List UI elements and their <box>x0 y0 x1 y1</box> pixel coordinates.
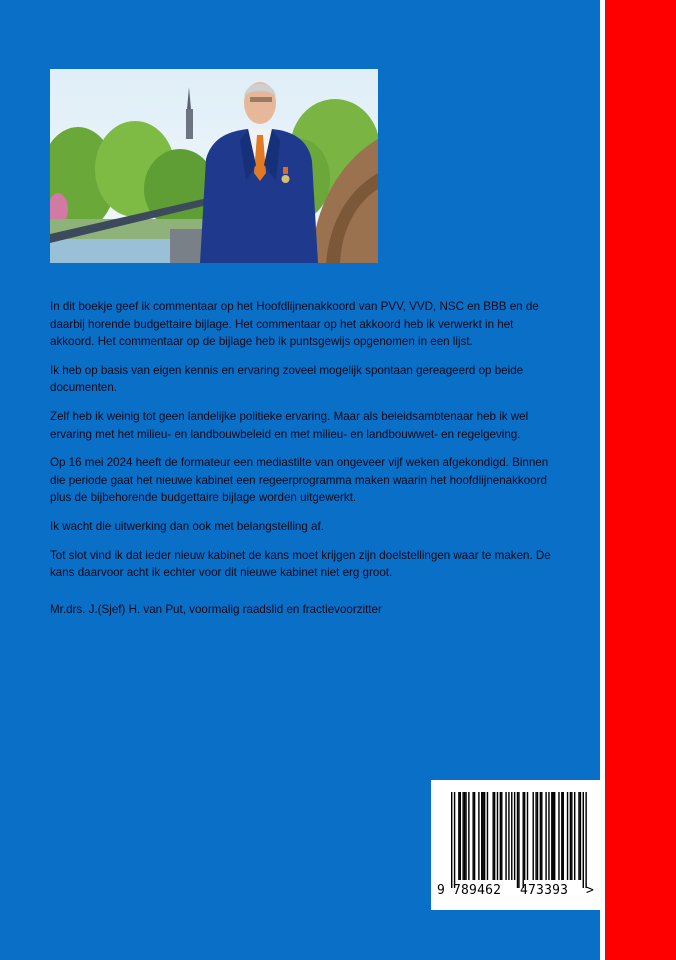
barcode-bar <box>571 792 572 880</box>
barcode-bar <box>523 792 524 888</box>
paragraph: Op 16 mei 2024 heeft de formateur een mediastilte van ongeveer vijf weken afgekondigd. Binnen die periode gaat het nieuwe kabinet een regeerprogramma maken waarin het hoofdlijnenakkoord plus de bijbehorende budgettaire bijlage worden uitgewerkt. <box>50 456 549 505</box>
barcode-bar <box>472 792 473 880</box>
barcode-bar <box>541 792 542 880</box>
barcode-bar <box>451 792 452 888</box>
paragraph: In dit boekje geef ik commentaar op het Hoofdlijnenakkoord van PVV, VVD, NSC en BBB en de daarbij horende budgettaire bijlage. Het commentaar op het akkoord heb ik verwerkt in het akkoord. Het commentaar op de bijlage heb ik puntsgewijs opgenomen in een lijst. <box>50 300 539 349</box>
barcode-bar <box>494 792 495 880</box>
red-side-band <box>605 0 676 960</box>
isbn-end-mark: > <box>586 883 595 898</box>
barcode-bar <box>454 792 455 888</box>
barcode-bar <box>482 792 483 880</box>
paragraph: Tot slot vind ik dat ieder nieuw kabinet de kans moet krijgen zijn doelstellingen waar te maken. De kans daarvoor acht ik echter voor dit nieuwe kabinet niet erg groot. <box>50 548 551 580</box>
blurb-text <box>50 298 560 593</box>
barcode-bar <box>548 792 549 880</box>
barcode-bar <box>518 792 519 888</box>
barcode-bar <box>580 792 581 880</box>
barcode-bar <box>464 792 465 880</box>
author-signature: Mr.drs. J.(Sjef) H. van Put, voormalig raadslid en fractievoorzitter <box>50 603 382 616</box>
barcode-bar <box>514 792 515 880</box>
barcode-bar <box>567 792 568 880</box>
barcode-bar <box>474 792 475 880</box>
barcode-bar <box>583 792 584 888</box>
barcode-bar <box>501 792 502 880</box>
barcode-bar <box>462 792 463 880</box>
barcode-bar <box>578 792 579 880</box>
isbn-barcode <box>431 780 600 910</box>
isbn-right-group: 473393 <box>520 883 569 898</box>
barcode-bar <box>574 792 575 880</box>
barcode-bar <box>511 792 512 880</box>
barcode-bar <box>553 792 554 880</box>
barcode-bar <box>487 792 488 880</box>
paragraph: Ik wacht die uitwerking dan ook met belangstelling af. <box>50 519 324 533</box>
barcode-bar <box>468 792 469 880</box>
barcode-bar <box>465 792 466 880</box>
barcode-bar <box>535 792 536 880</box>
barcode-bar <box>508 792 509 880</box>
barcode-bar <box>497 792 498 880</box>
barcode-bar <box>570 792 571 880</box>
barcode-bar <box>458 792 459 880</box>
barcode-bar <box>517 792 518 888</box>
barcode-bar <box>533 792 534 880</box>
paragraph: Ik heb op basis van eigen kennis en ervaring zoveel mogelijk spontaan gereageerd op beide documenten. <box>50 363 524 395</box>
barcode-bar <box>537 792 538 880</box>
barcode-bar <box>460 792 461 880</box>
barcode-bar <box>545 792 546 880</box>
barcode-bar <box>554 792 555 880</box>
isbn-first-digit: 9 <box>437 883 446 898</box>
barcode-bar <box>551 792 552 880</box>
barcode-bar <box>481 792 482 880</box>
barcode-bar <box>505 792 506 880</box>
author-photo <box>50 69 378 263</box>
paragraph: Zelf heb ik weinig tot geen landelijke politieke ervaring. Maar als beleidsambtenaar heb ik wel ervaring met het milieu- en landbouwbeleid en met milieu- en landbouwwet- en regelgeving. <box>50 409 529 441</box>
barcode-bar <box>563 792 564 880</box>
barcode-bar <box>500 792 501 880</box>
barcode-bar <box>558 792 559 880</box>
barcode-bar <box>484 792 485 880</box>
barcode-bar <box>478 792 479 880</box>
barcode-bar <box>524 792 525 880</box>
barcode-bar <box>492 792 493 880</box>
barcode-bar <box>561 792 562 880</box>
barcode-bar <box>585 792 586 888</box>
isbn-left-group: 789462 <box>453 883 502 898</box>
barcode-bar <box>527 792 528 880</box>
barcode-bar <box>540 792 541 880</box>
